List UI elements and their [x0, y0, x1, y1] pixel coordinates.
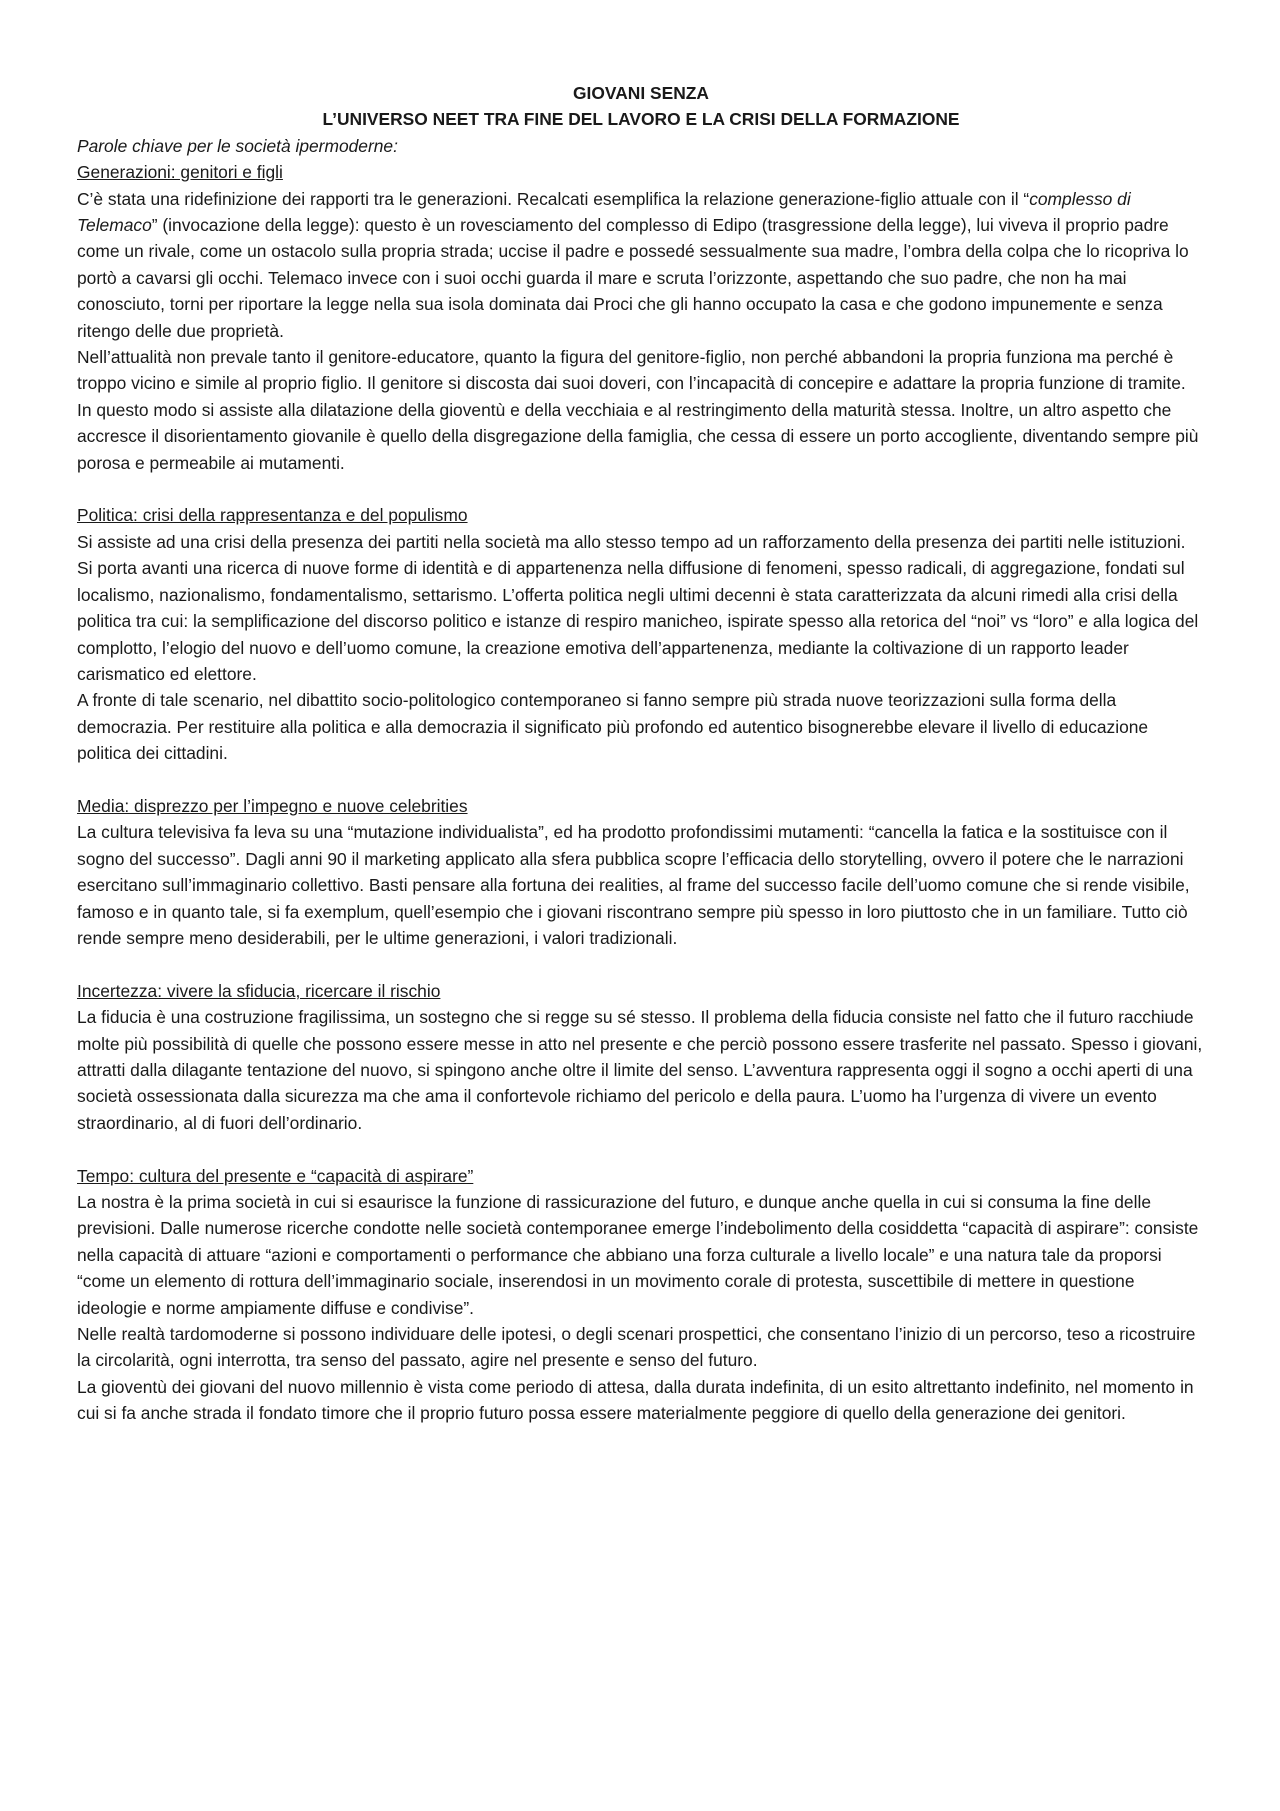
section-heading: Generazioni: genitori e figli [77, 162, 283, 183]
section-generazioni [77, 159, 1205, 476]
paragraph: Si assiste ad una crisi della presenza dei partiti nella società ma allo stesso tempo ad un rafforzamento della presenza dei partiti nelle istituzioni. Si porta avanti una ricerca di nuove forme di identità e di appartenenza nella diffusione di fenomeni, spesso radicali, di aggregazione, fondati sul localismo, nazionalismo, fondamentalismo, settarismo. L’offerta politica negli ultimi decenni è stata caratterizzata da alcuni rimedi alla crisi della politica tra cui: la semplificazione del discorso politico e istanze di respiro manicheo, ispirate spesso alla retorica del “noi” vs “loro” e alla logica del complotto, l’elogio del nuovo e dell’uomo comune, la creazione emotiva dell’appartenenza, mediante la coltivazione di un rapporto leader carismatico ed elettore. [77, 531, 1199, 684]
document-page [77, 80, 1205, 1427]
section-heading: Incertezza: vivere la sfiducia, ricercare il rischio [77, 980, 441, 1001]
intro-line: Parole chiave per le società ipermoderne: [77, 135, 398, 156]
paragraph: La nostra è la prima società in cui si esaurisce la funzione di rassicurazione del futuro, e dunque anche quella in cui si consuma la fine delle previsioni. Dalle numerose ricerche condotte nelle società contemporanee emerge l’indebolimento della cosiddetta “capacità di aspirare”: consiste nella capacità di attuare “azioni e comportamenti o performance che abbiano una forza culturale a livello locale” e una natura tale da proporsi “come un elemento di rottura dell’immaginario sociale, inserendosi in un movimento corale di protesta, suscettibile di mettere in questione ideologie e norme ampiamente diffuse e condivise”. [77, 1192, 1199, 1318]
paragraph-text: ” (invocazione della legge): questo è un rovesciamento del complesso di Edipo (trasgressione della legge), lui viveva il proprio padre come un rivale, come un ostacolo sulla propria strada; uccise il padre e possedé sessualmente sua madre, l’ombra della colpa che lo ricopriva lo portò a cavarsi gli occhi. Telemaco invece con i suoi occhi guarda il mare e scruta l’orizzonte, aspettando che suo padre, che non ha mai conosciuto, torni per riportare la legge nella sua isola dominata dai Proci che gli hanno occupato la casa e che godono impunemente e senza ritengo delle due proprietà. [77, 215, 1189, 341]
paragraph: Nelle realtà tardomoderne si possono individuare delle ipotesi, o degli scenari prospettici, che consentano l’inizio di un percorso, teso a ricostruire la circolarità, ogni interrotta, tra senso del passato, agire nel presente e senso del futuro. [77, 1324, 1196, 1371]
section-heading: Media: disprezzo per l’impegno e nuove celebrities [77, 795, 468, 816]
paragraph: La fiducia è una costruzione fragilissima, un sostegno che si regge su sé stesso. Il problema della fiducia consiste nel fatto che il futuro racchiude molte più possibilità di quelle che possono essere messe in atto nel presente e che perciò possono essere trasferite nel passato. Spesso i giovani, attratti dalla dilagante tentazione del nuovo, si spingono anche oltre il limite del senso. L’avventura rappresenta oggi il sogno a occhi aperti di una società ossessionata dalla sicurezza ma che ama il confortevole richiamo del pericolo e della paura. L’uomo ha l’urgenza di vivere un evento straordinario, al di fuori dell’ordinario. [77, 1007, 1203, 1133]
section-incertezza [77, 978, 1205, 1136]
paragraph: La cultura televisiva fa leva su una “mutazione individualista”, ed ha prodotto profondissimi mutamenti: “cancella la fatica e la sostituisce con il sogno del successo”. Dagli anni 90 il marketing applicato alla sfera pubblica scopre l’efficacia dello storytelling, ovvero il potere che le narrazioni esercitano sull’immaginario collettivo. Basti pensare alla fortuna dei realities, al frame del successo facile dell’uomo comune che si rende visibile, famoso e in quanto tale, si fa exemplum, quell’esempio che i giovani riscontrano sempre più spesso in loro piuttosto che in un familiare. Tutto ciò rende sempre meno desiderabili, per le ultime generazioni, i valori tradizionali. [77, 822, 1190, 948]
paragraph [77, 186, 1205, 344]
italic-term: complesso di Telemaco [77, 188, 1131, 236]
paragraph-text: C’è stata una ridefinizione dei rapporti tra le generazioni. Recalcati esemplifica la relazione generazione-figlio attuale con il “ [77, 188, 1030, 209]
paragraph: A fronte di tale scenario, nel dibattito socio-politologico contemporaneo si fanno sempre più strada nuove teorizzazioni sulla forma della democrazia. Per restituire alla politica e alla democrazia il significato più profondo ed autentico bisognerebbe elevare il livello di educazione politica dei cittadini. [77, 690, 1149, 764]
section-heading: Politica: crisi della rappresentanza e del populismo [77, 505, 468, 526]
paragraph: La gioventù dei giovani del nuovo millennio è vista come periodo di attesa, dalla durata indefinita, di un esito altrettanto indefinito, nel momento in cui si fa anche strada il fondato timore che il proprio futuro possa essere materialmente peggiore di quello della generazione dei genitori. [77, 1376, 1194, 1424]
document-subtitle: L’UNIVERSO NEET TRA FINE DEL LAVORO E LA CRISI DELLA FORMAZIONE [322, 109, 960, 130]
document-title: GIOVANI SENZA [573, 83, 709, 103]
section-heading: Tempo: cultura del presente e “capacità di aspirare” [77, 1165, 474, 1186]
paragraph: Nell’attualità non prevale tanto il genitore-educatore, quanto la figura del genitore-figlio, non perché abbandoni la propria funziona ma perché è troppo vicino e simile al proprio figlio. Il genitore si discosta dai suoi doveri, con l’incapacità di concepire e adattare la propria funzione di tramite. In questo modo si assiste alla dilatazione della gioventù e della vecchiaia e al restringimento della maturità stessa. Inoltre, un altro aspetto che accresce il disorientamento giovanile è quello della disgregazione della famiglia, che cessa di essere un porto accogliente, diventando sempre più porosa e permeabile ai mutamenti. [77, 347, 1199, 473]
section-media [77, 793, 1205, 951]
section-politica [77, 502, 1205, 766]
section-tempo [77, 1163, 1205, 1427]
